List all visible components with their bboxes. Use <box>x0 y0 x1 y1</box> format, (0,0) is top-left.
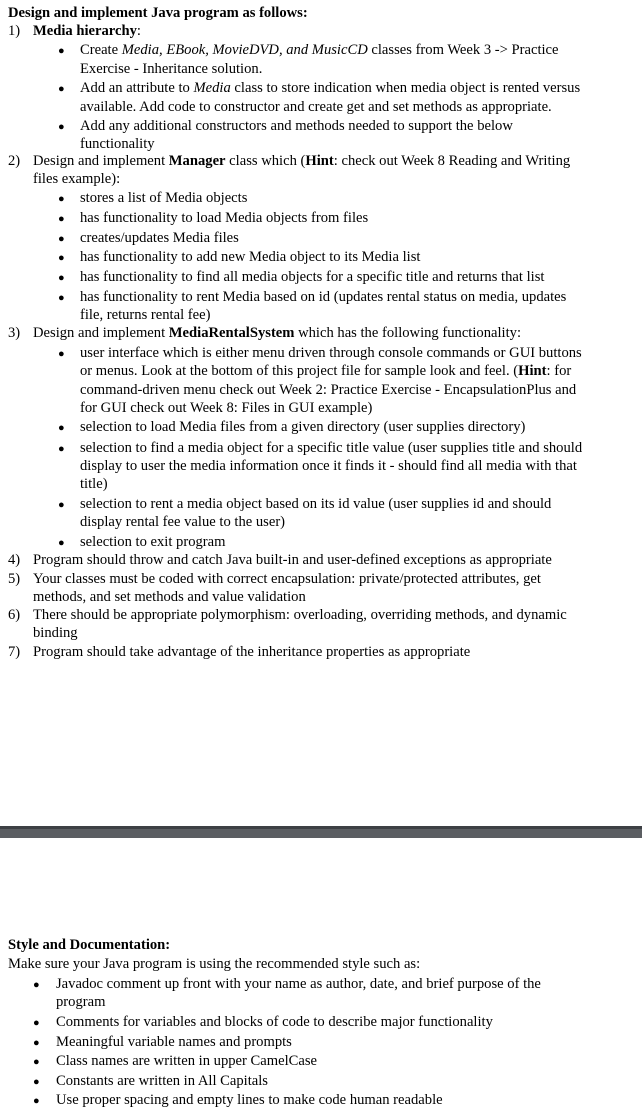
bullet-icon: ● <box>58 348 65 360</box>
list-item-continuation: or menus. Look at the bottom of this project file for sample look and feel. (Hint: for <box>80 363 572 379</box>
page-divider <box>0 826 642 838</box>
bullet-icon: ● <box>33 1056 40 1068</box>
bullet-icon: ● <box>33 1076 40 1088</box>
style-heading: Style and Documentation: <box>8 937 171 953</box>
bullet-icon: ● <box>58 213 65 225</box>
section-text: There should be appropriate polymorphism: overloading, overriding methods, and dynamic <box>33 607 567 623</box>
list-item-continuation: Exercise - Inheritance solution. <box>80 61 263 77</box>
list-item: selection to exit program <box>80 534 226 550</box>
section-number: 5) <box>8 571 21 587</box>
section-number: 7) <box>8 644 21 660</box>
bullet-icon: ● <box>33 979 40 991</box>
list-item: user interface which is either menu driven through console commands or GUI buttons <box>80 345 582 361</box>
section-number: 1) <box>8 23 21 39</box>
bullet-icon: ● <box>33 1095 40 1107</box>
list-item: Add an attribute to Media class to store indication when media object is rented versus <box>80 80 581 96</box>
list-item-continuation: for GUI check out Week 8: Files in GUI example) <box>80 400 373 416</box>
bullet-icon: ● <box>33 1037 40 1049</box>
bullet-icon: ● <box>58 272 65 284</box>
bullet-icon: ● <box>58 121 65 133</box>
list-item: Javadoc comment up front with your name as author, date, and brief purpose of the <box>56 976 541 992</box>
list-item: Add any additional constructors and methods needed to support the below <box>80 118 513 134</box>
bullet-icon: ● <box>58 193 65 205</box>
list-item-continuation: command-driven menu check out Week 2: Practice Exercise - EncapsulationPlus and <box>80 382 577 398</box>
list-item: Create Media, EBook, MovieDVD, and MusicCD classes from Week 3 -> Practice <box>80 42 559 58</box>
bullet-icon: ● <box>58 422 65 434</box>
list-item-continuation: available. Add code to constructor and create get and set methods as appropriate. <box>80 99 552 115</box>
list-item-continuation: display rental fee value to the user) <box>80 514 286 530</box>
bullet-icon: ● <box>58 252 65 264</box>
list-item: Comments for variables and blocks of code to describe major functionality <box>56 1014 493 1030</box>
style-intro: Make sure your Java program is using the recommended style such as: <box>8 956 421 972</box>
bullet-icon: ● <box>58 499 65 511</box>
section-title: Design and implement Manager class which (Hint: check out Week 8 Reading and Writing <box>33 153 571 169</box>
list-item: creates/updates Media files <box>80 230 239 246</box>
list-item: selection to find a media object for a specific title value (user supplies title and should <box>80 440 583 456</box>
list-item: has functionality to load Media objects from files <box>80 210 369 226</box>
section-text: Your classes must be coded with correct encapsulation: private/protected attributes, get <box>33 571 541 587</box>
bullet-icon: ● <box>33 1017 40 1029</box>
list-item-continuation: title) <box>80 476 108 492</box>
bullet-icon: ● <box>58 45 65 57</box>
list-item: Meaningful variable names and prompts <box>56 1034 292 1050</box>
list-item: has functionality to find all media objects for a specific title and returns that list <box>80 269 545 285</box>
section-number: 6) <box>8 607 21 623</box>
list-item-continuation: display to user the media information once it finds it - should find all media with that <box>80 458 577 474</box>
list-item: Use proper spacing and empty lines to make code human readable <box>56 1092 443 1108</box>
bullet-icon: ● <box>58 83 65 95</box>
page-heading: Design and implement Java program as follows: <box>8 5 308 21</box>
bullet-icon: ● <box>58 292 65 304</box>
list-item: Constants are written in All Capitals <box>56 1073 268 1089</box>
section-title: Media hierarchy: <box>33 23 141 39</box>
section-title-continuation: files example): <box>33 171 121 187</box>
list-item: selection to rent a media object based on its id value (user supplies id and should <box>80 496 552 512</box>
bullet-icon: ● <box>58 443 65 455</box>
section-title: Design and implement MediaRentalSystem which has the following functionality: <box>33 325 522 341</box>
list-item-continuation: functionality <box>80 136 155 152</box>
section-number: 4) <box>8 552 21 568</box>
section-text-continuation: methods, and set methods and value validation <box>33 589 306 605</box>
bullet-icon: ● <box>58 537 65 549</box>
list-item: has functionality to add new Media object to its Media list <box>80 249 421 265</box>
section-number: 2) <box>8 153 21 169</box>
list-item-continuation: program <box>56 994 106 1010</box>
section-text: Program should take advantage of the inheritance properties as appropriate <box>33 644 471 660</box>
section-number: 3) <box>8 325 21 341</box>
list-item: stores a list of Media objects <box>80 190 248 206</box>
list-item: has functionality to rent Media based on id (updates rental status on media, updates <box>80 289 567 305</box>
list-item-continuation: file, returns rental fee) <box>80 307 211 323</box>
section-text-continuation: binding <box>33 625 78 641</box>
list-item: selection to load Media files from a given directory (user supplies directory) <box>80 419 526 435</box>
section-text: Program should throw and catch Java built-in and user-defined exceptions as appropriate <box>33 552 552 568</box>
bullet-icon: ● <box>58 233 65 245</box>
list-item: Class names are written in upper CamelCase <box>56 1053 317 1069</box>
